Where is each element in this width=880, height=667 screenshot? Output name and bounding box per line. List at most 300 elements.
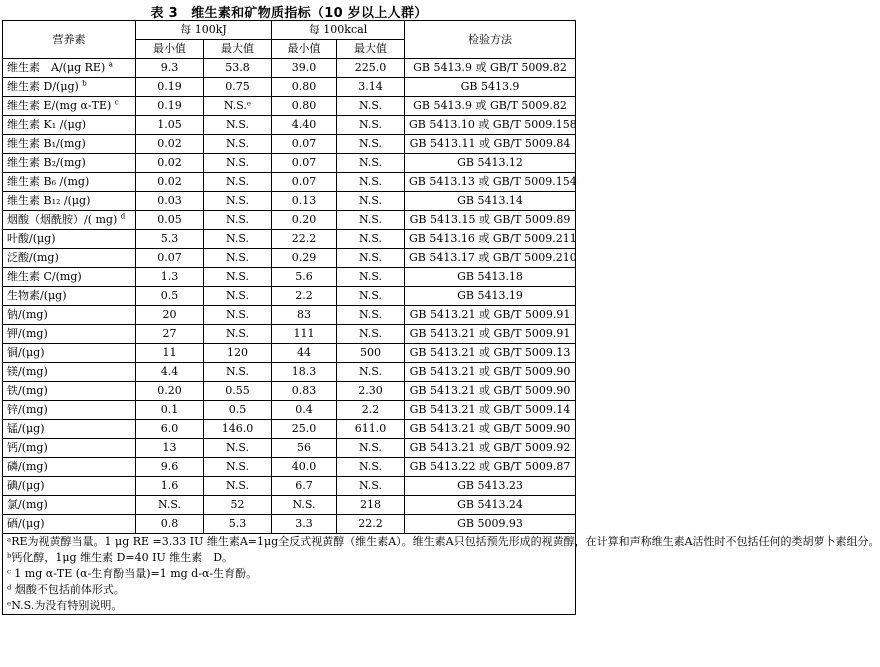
nutrient-table — [2, 20, 880, 615]
method-cell — [405, 439, 576, 458]
table-row — [3, 515, 576, 534]
nutrient-name-text: 叶酸/(μg) — [7, 232, 56, 245]
kj-max-text: N.S. — [225, 213, 250, 226]
table-row — [3, 306, 576, 325]
nutrient-name-text: 维生素 A/(μg RE) — [7, 61, 106, 74]
kcal-max-cell — [337, 154, 405, 173]
kcal-min-cell — [272, 173, 337, 192]
table-row — [3, 382, 576, 401]
nutrient-name-text: 维生素 C/(mg) — [7, 270, 82, 283]
nutrient-name-cell — [3, 420, 136, 439]
kj-max-cell — [204, 173, 272, 192]
method-text: GB 5413.21 或 GB/T 5009.90 — [409, 422, 571, 435]
kj-min-text: 0.02 — [157, 156, 182, 169]
kcal-max-cell — [337, 401, 405, 420]
nutrient-name-cell — [3, 287, 136, 306]
kj-max-text: 52 — [230, 498, 245, 511]
kcal-max-text: N.S. — [358, 232, 383, 245]
kj-min-text: 4.4 — [160, 365, 179, 378]
kcal-max-cell — [337, 439, 405, 458]
kj-max-text: 0.75 — [225, 80, 250, 93]
method-cell — [405, 249, 576, 268]
kcal-min-text: 3.3 — [295, 517, 313, 530]
kcal-min-text: 56 — [297, 441, 312, 454]
kj-min-text: 11 — [162, 346, 177, 359]
kcal-max-cell — [337, 211, 405, 230]
method-text: GB 5413.14 — [457, 194, 523, 207]
nutrient-name-cell — [3, 477, 136, 496]
kj-max-cell — [204, 477, 272, 496]
kj-max-cell — [204, 363, 272, 382]
kcal-max-text: N.S. — [358, 194, 383, 207]
table-row — [3, 173, 576, 192]
nutrient-name-text: 镁/(mg) — [7, 365, 48, 378]
method-text: GB 5413.21 或 GB/T 5009.13 — [409, 346, 571, 359]
kj-min-text: 9.3 — [160, 61, 179, 74]
kj-min-text: 0.19 — [157, 80, 182, 93]
nutrient-name-text: 生物素/(μg) — [7, 289, 67, 302]
kcal-max-cell — [337, 477, 405, 496]
kcal-max-cell — [337, 135, 405, 154]
kcal-min-cell — [272, 325, 337, 344]
table-row — [3, 287, 576, 306]
kcal-max-text: N.S. — [358, 213, 383, 226]
kj-max-text: 120 — [227, 346, 248, 359]
nutrient-name-text: 钙/(mg) — [7, 441, 48, 454]
kj-max-text: N.S. — [225, 460, 250, 473]
method-text: GB 5009.93 — [457, 517, 523, 530]
kj-max-text: 146.0 — [221, 422, 254, 435]
kj-min-cell — [136, 78, 204, 97]
footnote-e: ᵉN.S.为没有特别说明。 — [7, 599, 123, 612]
kcal-min-cell — [272, 306, 337, 325]
kj-min-text: 0.8 — [160, 517, 179, 530]
kcal-max-text: 225.0 — [354, 61, 387, 74]
method-text: GB 5413.9 或 GB/T 5009.82 — [413, 61, 567, 74]
footnote-d: ᵈ 烟酸不包括前体形式。 — [7, 583, 125, 596]
kj-min-cell — [136, 135, 204, 154]
table-row — [3, 78, 576, 97]
table-body — [3, 59, 576, 534]
table-row — [3, 420, 576, 439]
kj-min-text: 20 — [162, 308, 177, 321]
nutrient-name-text: 维生素 K₁ /(μg) — [7, 118, 87, 131]
kcal-min-text: 18.3 — [291, 365, 317, 378]
method-text: GB 5413.21 或 GB/T 5009.91 — [409, 308, 571, 321]
kcal-min-cell — [272, 268, 337, 287]
kcal-max-cell — [337, 230, 405, 249]
kj-min-text: 0.5 — [160, 289, 179, 302]
kj-min-cell — [136, 496, 204, 515]
kcal-max-cell — [337, 97, 405, 116]
kcal-max-text: N.S. — [358, 99, 383, 112]
nutrient-name-text: 维生素 D/(μg) — [7, 80, 79, 93]
nutrient-name-cell — [3, 135, 136, 154]
method-text: GB 5413.10 或 GB/T 5009.158 — [409, 118, 577, 131]
kcal-max-text: 611.0 — [354, 422, 387, 435]
nutrient-name-text: 维生素 B₆ /(mg) — [7, 175, 90, 188]
table-row — [3, 325, 576, 344]
kj-min-cell — [136, 173, 204, 192]
method-cell — [405, 458, 576, 477]
header-per-100kj: 每 100kJ — [136, 21, 272, 40]
nutrient-name-text: 维生素 B₁/(mg) — [7, 137, 86, 150]
kcal-min-text: 0.29 — [291, 251, 317, 264]
kcal-max-text: N.S. — [358, 308, 383, 321]
kcal-min-text: 83 — [297, 308, 312, 321]
nutrient-name-text: 碘/(μg) — [7, 479, 45, 492]
nutrient-name-cell — [3, 496, 136, 515]
kj-min-text: 0.19 — [157, 99, 182, 112]
kj-max-text: N.S. — [225, 118, 250, 131]
nutrient-name-cell — [3, 382, 136, 401]
kcal-min-text: 0.4 — [295, 403, 313, 416]
kj-max-text: 0.55 — [225, 384, 250, 397]
table-row — [3, 496, 576, 515]
kj-max-cell — [204, 59, 272, 78]
kcal-max-text: 22.2 — [358, 517, 383, 530]
nutrient-name-text: 钠/(mg) — [7, 308, 48, 321]
kj-min-text: 1.05 — [157, 118, 182, 131]
method-text: GB 5413.24 — [457, 498, 523, 511]
nutrient-name-cell — [3, 306, 136, 325]
method-cell — [405, 344, 576, 363]
method-text: GB 5413.13 或 GB/T 5009.154 — [409, 175, 577, 188]
kcal-min-text: 0.07 — [291, 156, 317, 169]
kj-max-text: N.S. — [225, 289, 250, 302]
method-text: GB 5413.11 或 GB/T 5009.84 — [409, 137, 571, 150]
nutrient-name-cell — [3, 249, 136, 268]
kj-min-cell — [136, 420, 204, 439]
kcal-min-text: 0.07 — [291, 175, 317, 188]
nutrient-name-cell — [3, 344, 136, 363]
kj-max-text: N.S. — [225, 327, 250, 340]
kj-max-cell — [204, 515, 272, 534]
nutrient-name-cell — [3, 154, 136, 173]
table-row — [3, 249, 576, 268]
kj-min-text: 0.1 — [160, 403, 179, 416]
method-cell — [405, 496, 576, 515]
table-row — [3, 363, 576, 382]
footnote-c: ᶜ 1 mg α-TE (α-生育酚当量)=1 mg d-α-生育酚。 — [7, 567, 258, 580]
kj-max-cell — [204, 97, 272, 116]
kcal-min-cell — [272, 458, 337, 477]
kj-min-cell — [136, 344, 204, 363]
footnote-b: ᵇ钙化醇，1μg 维生素 D=40 IU 维生素 D。 — [7, 551, 234, 564]
kcal-min-text: 6.7 — [295, 479, 313, 492]
nutrient-name-cell — [3, 515, 136, 534]
nutrient-name-cell — [3, 363, 136, 382]
nutrient-name-text: 氯/(mg) — [7, 498, 48, 511]
nutrient-name-text: 维生素 B₁₂ /(μg) — [7, 194, 91, 207]
kj-min-cell — [136, 230, 204, 249]
method-text: GB 5413.21 或 GB/T 5009.90 — [409, 365, 571, 378]
method-cell — [405, 135, 576, 154]
kj-max-cell — [204, 401, 272, 420]
kcal-min-cell — [272, 154, 337, 173]
table-row — [3, 344, 576, 363]
kj-max-cell — [204, 382, 272, 401]
nutrient-name-text: 锌/(mg) — [7, 403, 48, 416]
kj-max-text: N.S.ᵉ — [223, 99, 252, 112]
kj-max-cell — [204, 439, 272, 458]
kcal-min-text: 0.20 — [291, 213, 317, 226]
footnote-marker: a — [108, 60, 113, 69]
method-cell — [405, 382, 576, 401]
method-text: GB 5413.9 或 GB/T 5009.82 — [413, 99, 567, 112]
kcal-max-text: N.S. — [358, 441, 383, 454]
kcal-min-text: 39.0 — [291, 61, 317, 74]
kcal-min-cell — [272, 211, 337, 230]
nutrient-name-cell — [3, 230, 136, 249]
kcal-max-cell — [337, 116, 405, 135]
method-cell — [405, 211, 576, 230]
nutrient-name-cell — [3, 401, 136, 420]
nutrient-name-text: 维生素 B₂/(mg) — [7, 156, 86, 169]
nutrient-name-text: 铁/(mg) — [7, 384, 48, 397]
kcal-min-cell — [272, 287, 337, 306]
kcal-max-cell — [337, 249, 405, 268]
kj-max-cell — [204, 154, 272, 173]
nutrient-name-text: 泛酸/(mg) — [7, 251, 59, 264]
kj-max-cell — [204, 192, 272, 211]
method-cell — [405, 477, 576, 496]
method-cell — [405, 97, 576, 116]
method-cell — [405, 78, 576, 97]
nutrient-name-text: 铜/(μg) — [7, 346, 45, 359]
kcal-max-text: N.S. — [358, 327, 383, 340]
kcal-max-cell — [337, 325, 405, 344]
table-row — [3, 135, 576, 154]
kcal-min-cell — [272, 135, 337, 154]
kcal-min-text: N.S. — [292, 498, 316, 511]
footnote-marker: d — [120, 212, 126, 221]
table-row — [3, 477, 576, 496]
kcal-min-cell — [272, 78, 337, 97]
kcal-max-text: N.S. — [358, 270, 383, 283]
kcal-max-text: N.S. — [358, 118, 383, 131]
kj-min-cell — [136, 477, 204, 496]
kcal-max-text: N.S. — [358, 137, 383, 150]
kj-max-cell — [204, 116, 272, 135]
kcal-min-cell — [272, 59, 337, 78]
kcal-max-text: N.S. — [358, 156, 383, 169]
kcal-max-cell — [337, 268, 405, 287]
nutrient-name-text: 烟酸（烟酰胺）/( mg) — [7, 213, 118, 226]
kcal-min-cell — [272, 382, 337, 401]
method-cell — [405, 154, 576, 173]
kj-max-text: N.S. — [225, 270, 250, 283]
kcal-max-text: 2.2 — [361, 403, 380, 416]
kcal-min-text: 0.83 — [291, 384, 317, 397]
kj-min-cell — [136, 97, 204, 116]
kcal-min-text: 2.2 — [295, 289, 313, 302]
method-text: GB 5413.12 — [457, 156, 523, 169]
kcal-max-text: N.S. — [358, 365, 383, 378]
header-method: 检验方法 — [405, 21, 576, 59]
table-row — [3, 59, 576, 78]
header-kcal-max: 最大值 — [337, 40, 405, 59]
kj-max-text: N.S. — [225, 479, 250, 492]
kj-max-cell — [204, 78, 272, 97]
header-per-100kcal: 每 100kcal — [272, 21, 405, 40]
table-row — [3, 116, 576, 135]
nutrient-name-cell — [3, 78, 136, 97]
kj-max-text: N.S. — [225, 441, 250, 454]
nutrient-name-cell — [3, 173, 136, 192]
table-row — [3, 268, 576, 287]
method-text: GB 5413.18 — [457, 270, 523, 283]
kj-min-text: 5.3 — [160, 232, 179, 245]
table-row — [3, 230, 576, 249]
kj-max-cell — [204, 287, 272, 306]
kcal-max-text: 3.14 — [358, 80, 383, 93]
kj-max-text: N.S. — [225, 308, 250, 321]
kj-max-cell — [204, 135, 272, 154]
kj-min-cell — [136, 59, 204, 78]
kj-max-cell — [204, 268, 272, 287]
kj-min-text: 9.6 — [160, 460, 179, 473]
kj-max-cell — [204, 496, 272, 515]
method-cell — [405, 515, 576, 534]
nutrient-name-cell — [3, 192, 136, 211]
method-cell — [405, 420, 576, 439]
kj-min-text: 0.20 — [157, 384, 182, 397]
kj-min-text: 0.07 — [157, 251, 182, 264]
nutrient-name-text: 锰/(μg) — [7, 422, 45, 435]
kcal-min-text: 25.0 — [291, 422, 317, 435]
method-cell — [405, 287, 576, 306]
kcal-max-text: 218 — [360, 498, 382, 511]
kj-min-text: 0.02 — [157, 137, 182, 150]
method-cell — [405, 116, 576, 135]
kj-min-cell — [136, 306, 204, 325]
kcal-min-text: 0.13 — [291, 194, 317, 207]
kj-min-cell — [136, 458, 204, 477]
kj-min-text: 0.05 — [157, 213, 182, 226]
kj-min-cell — [136, 382, 204, 401]
nutrient-name-cell — [3, 325, 136, 344]
kcal-min-cell — [272, 230, 337, 249]
kj-max-text: N.S. — [225, 365, 250, 378]
table-row — [3, 154, 576, 173]
kj-min-cell — [136, 192, 204, 211]
table-row — [3, 439, 576, 458]
kj-max-cell — [204, 306, 272, 325]
kcal-min-cell — [272, 420, 337, 439]
kcal-max-cell — [337, 78, 405, 97]
kj-min-cell — [136, 439, 204, 458]
nutrient-name-cell — [3, 458, 136, 477]
nutrient-name-text: 硒/(μg) — [7, 517, 45, 530]
kj-max-text: N.S. — [225, 156, 250, 169]
kj-max-cell — [204, 230, 272, 249]
kcal-max-text: N.S. — [358, 175, 383, 188]
method-text: GB 5413.22 或 GB/T 5009.87 — [409, 460, 571, 473]
kj-min-cell — [136, 363, 204, 382]
nutrient-name-cell — [3, 97, 136, 116]
kcal-max-cell — [337, 458, 405, 477]
kj-min-text: 6.0 — [160, 422, 179, 435]
kj-max-cell — [204, 458, 272, 477]
kcal-max-text: 500 — [360, 346, 382, 359]
kj-min-text: 13 — [162, 441, 177, 454]
method-text: GB 5413.21 或 GB/T 5009.92 — [409, 441, 571, 454]
kcal-max-cell — [337, 306, 405, 325]
table-title: 表 3 维生素和矿物质指标（10 岁以上人群） — [150, 6, 428, 21]
kcal-min-text: 44 — [297, 346, 312, 359]
kcal-min-text: 0.80 — [291, 80, 317, 93]
kj-min-cell — [136, 116, 204, 135]
kj-min-cell — [136, 325, 204, 344]
kj-min-text: 27 — [162, 327, 177, 340]
kcal-max-text: N.S. — [358, 251, 383, 264]
method-text: GB 5413.17 或 GB/T 5009.210 — [409, 251, 577, 264]
table-row — [3, 211, 576, 230]
table-row — [3, 458, 576, 477]
nutrient-name-text: 维生素 E/(mg α-TE) — [7, 99, 112, 112]
kj-min-text: 1.6 — [160, 479, 179, 492]
nutrient-name-text: 钾/(mg) — [7, 327, 48, 340]
kj-max-cell — [204, 249, 272, 268]
kcal-min-text: 40.0 — [291, 460, 317, 473]
kj-min-text: 1.3 — [160, 270, 179, 283]
kcal-min-text: 4.40 — [291, 118, 317, 131]
kj-min-cell — [136, 211, 204, 230]
method-cell — [405, 306, 576, 325]
kj-min-cell — [136, 401, 204, 420]
kj-max-text: N.S. — [225, 175, 250, 188]
kcal-max-text: N.S. — [358, 289, 383, 302]
nutrient-name-text: 磷/(mg) — [7, 460, 48, 473]
kcal-max-cell — [337, 287, 405, 306]
kj-min-cell — [136, 515, 204, 534]
nutrient-name-cell — [3, 116, 136, 135]
method-text: GB 5413.21 或 GB/T 5009.14 — [409, 403, 571, 416]
kj-max-text: 53.8 — [225, 61, 250, 74]
method-cell — [405, 173, 576, 192]
kj-min-cell — [136, 287, 204, 306]
method-cell — [405, 363, 576, 382]
kj-min-cell — [136, 249, 204, 268]
nutrient-name-cell — [3, 268, 136, 287]
kcal-min-cell — [272, 363, 337, 382]
kj-max-text: N.S. — [225, 194, 250, 207]
kcal-max-cell — [337, 420, 405, 439]
kj-max-cell — [204, 344, 272, 363]
kj-max-text: N.S. — [225, 232, 250, 245]
kcal-max-text: N.S. — [358, 460, 383, 473]
kcal-min-cell — [272, 477, 337, 496]
kcal-max-text: 2.30 — [358, 384, 383, 397]
kcal-min-cell — [272, 401, 337, 420]
table-row — [3, 401, 576, 420]
header-nutrient: 营养素 — [3, 21, 136, 59]
method-cell — [405, 230, 576, 249]
footnote-marker: c — [114, 98, 119, 107]
header-kj-min: 最小值 — [136, 40, 204, 59]
kcal-max-cell — [337, 496, 405, 515]
header-kj-max: 最大值 — [204, 40, 272, 59]
kcal-max-text: N.S. — [358, 479, 383, 492]
kcal-max-cell — [337, 344, 405, 363]
kcal-min-cell — [272, 249, 337, 268]
kj-max-cell — [204, 211, 272, 230]
kcal-min-cell — [272, 496, 337, 515]
nutrient-name-cell — [3, 439, 136, 458]
header-kcal-min: 最小值 — [272, 40, 337, 59]
method-cell — [405, 59, 576, 78]
